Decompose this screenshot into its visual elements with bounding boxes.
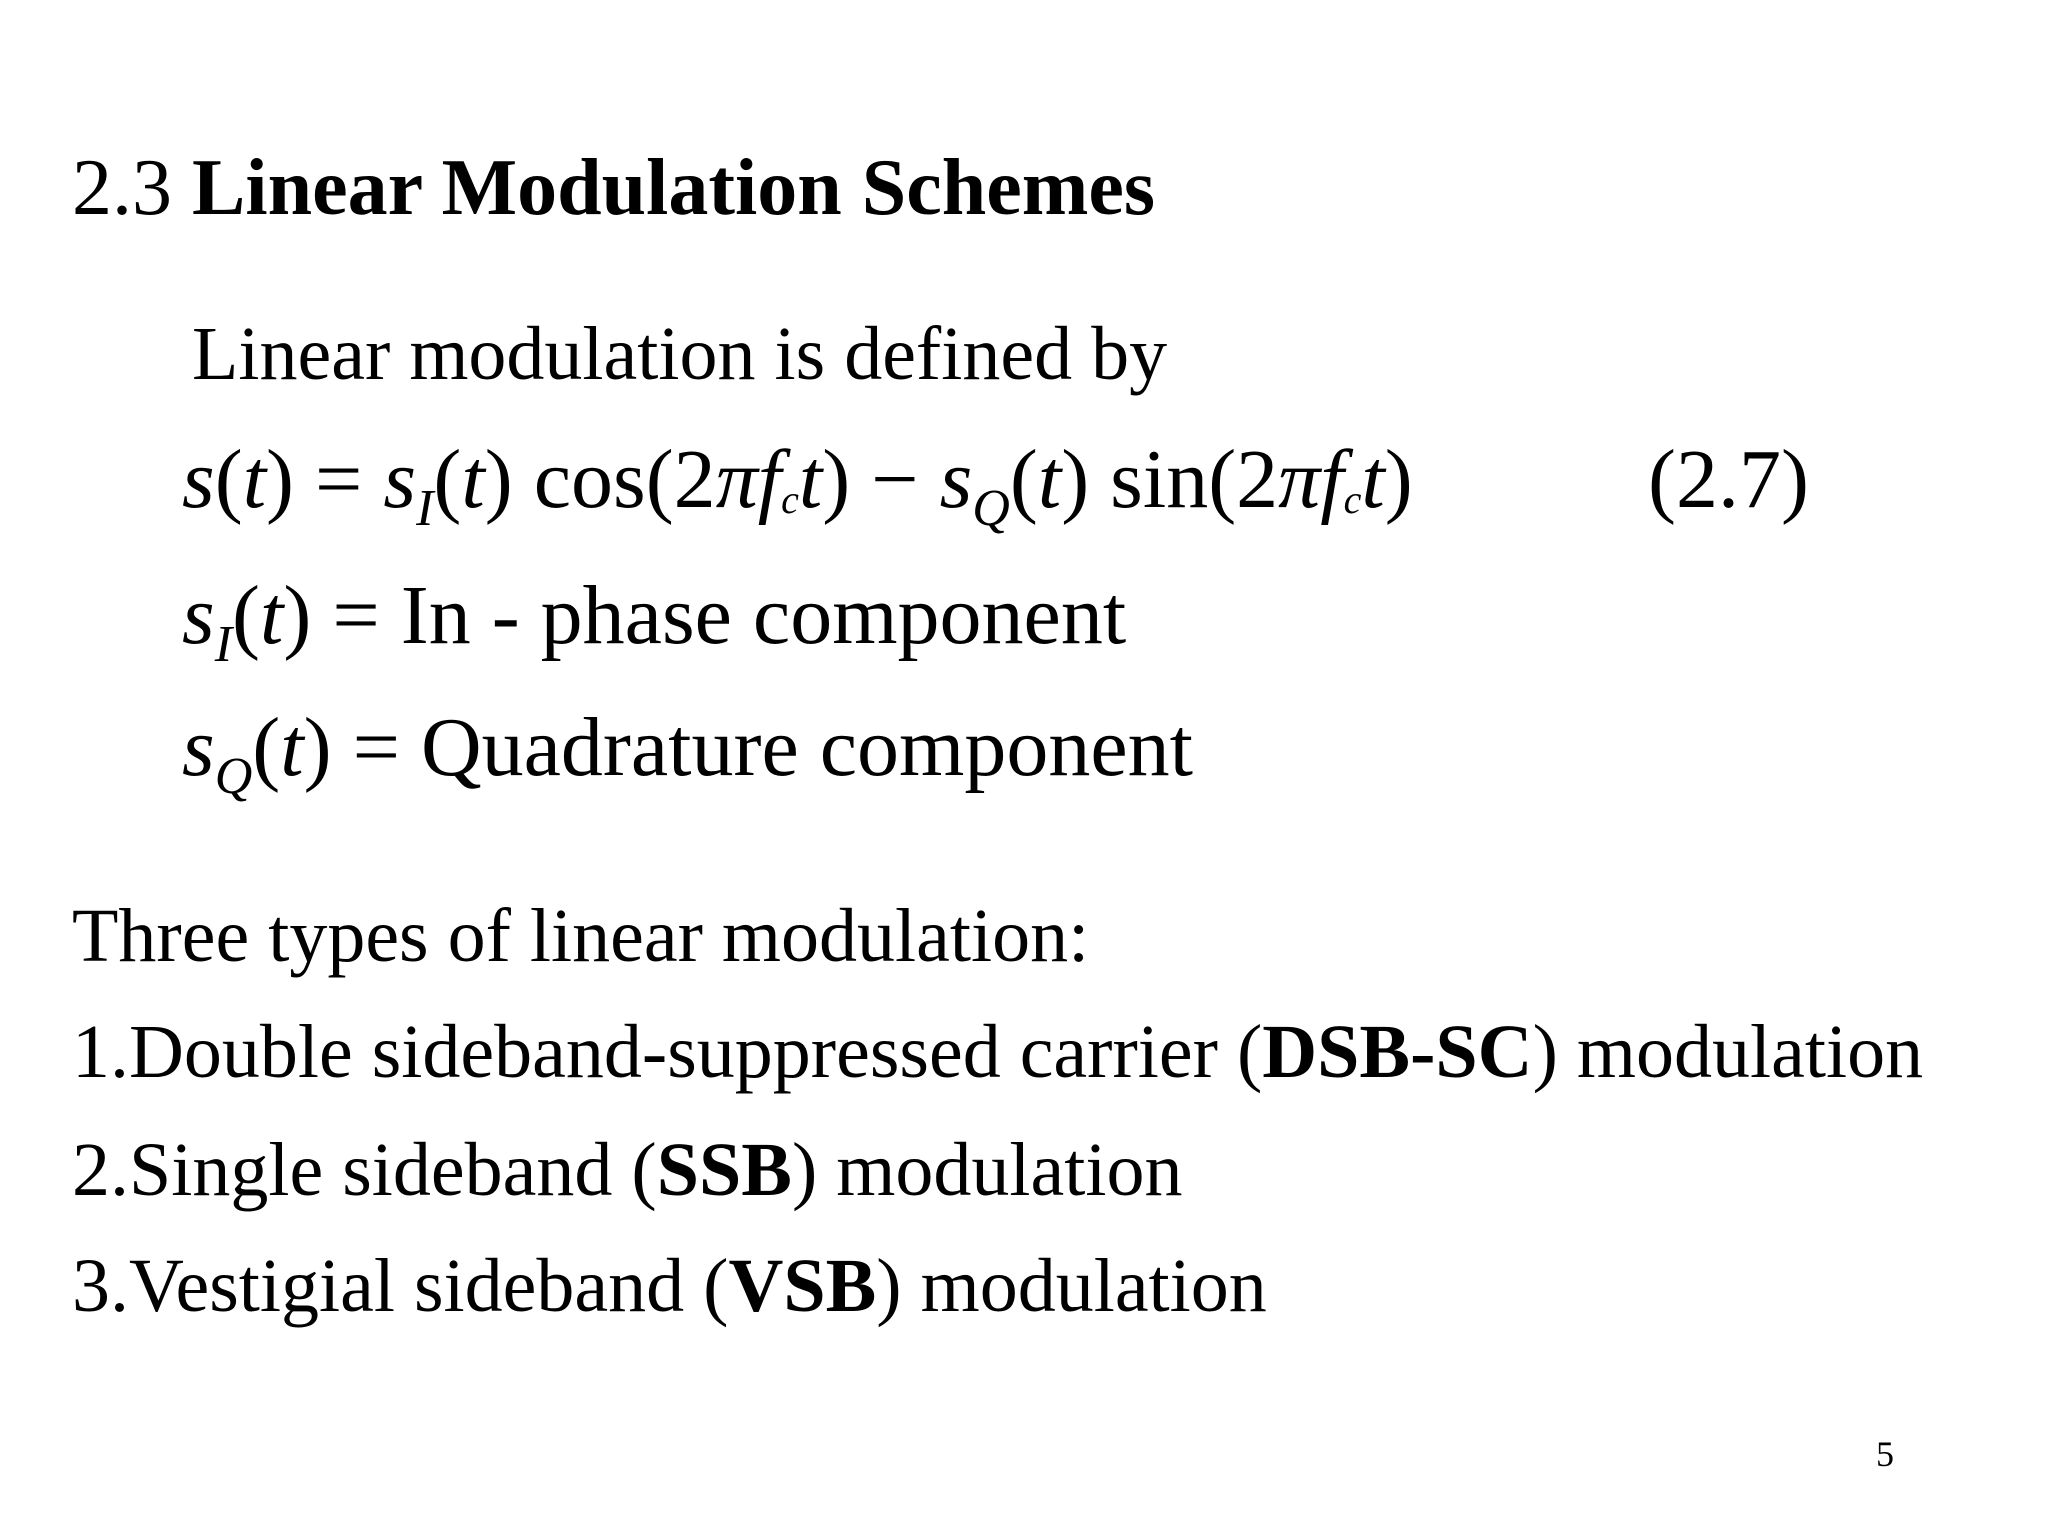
page-number: 5 (1876, 1434, 1894, 1474)
quadrature-label: Quadrature component (420, 701, 1193, 794)
types-heading: Three types of linear modulation: (72, 894, 1090, 978)
list-item: 3.Vestigial sideband (VSB) modulation (72, 1244, 1267, 1328)
equation-quadrature: $s_Q(t)$ = Quadrature component (182, 701, 1193, 806)
equation-inphase: $s_I(t) = In$ - phase component (182, 569, 1127, 674)
equation-number: (2.7) (1648, 433, 1809, 526)
slide-heading (72, 144, 1156, 232)
list-item: 2.Single sideband (SSB) modulation (72, 1128, 1183, 1212)
section-title: Linear Modulation Schemes (192, 144, 1156, 232)
equation-main: $s(t) = s_I(t) \cos(2\pi f_ct) - s_Q(t)$ $\sin(2\pi f_ct)$ (182, 433, 1413, 538)
intro-text: Linear modulation is defined by (192, 312, 1168, 396)
inphase-label: In - phase component (400, 569, 1127, 662)
list-item: 1.Double sideband-suppressed carrier (DSB-SC) modulation (72, 1010, 1924, 1094)
section-number: 2.3 (72, 144, 172, 232)
